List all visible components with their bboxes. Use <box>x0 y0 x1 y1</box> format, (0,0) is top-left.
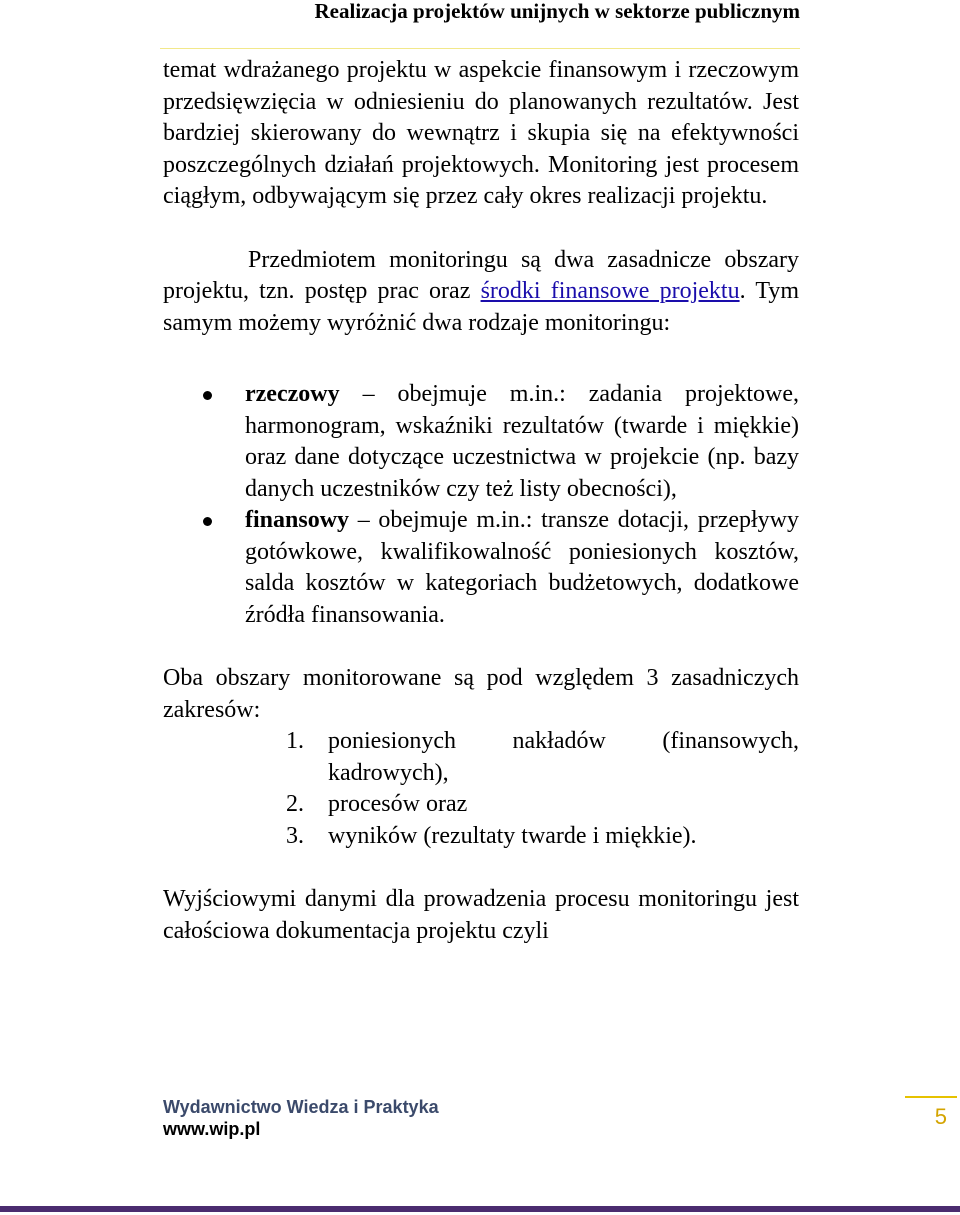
running-header: Realizacja projektów unijnych w sektorze publicznym <box>314 0 800 23</box>
spacer <box>163 631 799 663</box>
list-item <box>163 821 799 853</box>
footer-publisher <box>163 1096 439 1140</box>
paragraph-text: . Tym samym możemy wyróżnić dwa rodzaje monitoringu: <box>163 278 799 336</box>
paragraph-monitoring-definition: temat wdrażanego projektu w aspekcie finansowym i rzeczowym przedsięwzięcia w odniesieniu do planowanych rezultatów. Jest bardziej skierowany do wewnątrz i skupia się na efektywności poszczególnych działań projektowych. Monitoring jest procesem ciągłym, odbywającym się przez cały okres realizacji projektu. <box>163 57 799 209</box>
paragraph-text: Przedmiotem monitoringu są dwa zasadnicze obszary projektu, tzn. postęp prac oraz <box>163 246 799 304</box>
list-item-text: wyników (rezultaty twarde i miękkie). <box>328 822 697 849</box>
spacer <box>163 339 799 379</box>
bottom-bar <box>0 1206 960 1212</box>
list-item-number: 3. <box>286 822 304 849</box>
spacer <box>163 852 799 884</box>
list-item-term: finansowy <box>245 507 350 533</box>
page-number: 5 <box>905 1096 957 1130</box>
list-item-number: 1. <box>286 728 304 754</box>
list-item-number: 2. <box>286 791 304 817</box>
bullet-icon <box>203 391 212 400</box>
paragraph-input-data: Wyjściowymi danymi dla prowadzenia procesu monitoringu jest całościowa dokumentacja projektu czyli <box>163 886 799 944</box>
list-item <box>163 379 799 505</box>
list-item-term: rzeczowy <box>245 381 340 407</box>
list-item-text: – obejmuje m.in.: transze dotacji, przepływy gotówkowe, kwalifikowalność poniesionych kosztów, salda kosztów w kategoriach budżetowych, dodatkowe źródła finansowania. <box>245 507 799 628</box>
spacer <box>163 213 799 245</box>
publisher-name: Wydawnictwo Wiedza i Praktyka <box>163 1097 439 1117</box>
list-item-text: – obejmuje m.in.: zadania projektowe, harmonogram, wskaźniki rezultatów (twarde i miękkie) oraz dane dotyczące uczestnictwa w projekcie (np. bazy danych uczestników czy też listy obecności), <box>245 381 799 502</box>
list-item <box>163 505 799 631</box>
list-item <box>163 789 799 821</box>
list-item <box>163 726 799 789</box>
paragraph-scopes-intro: Oba obszary monitorowane są pod względem 3 zasadniczych zakresów: <box>163 665 799 723</box>
list-item-text: poniesionych nakładów (finansowych, kadrowych), <box>328 728 799 786</box>
financial-resources-link[interactable]: środki finansowe projektu <box>480 278 740 304</box>
document-body <box>163 55 799 947</box>
list-item-text: procesów oraz <box>328 791 468 817</box>
paragraph-monitoring-areas <box>163 245 799 340</box>
monitoring-types-list <box>163 379 799 631</box>
header-rule <box>160 48 800 49</box>
scopes-list <box>163 726 799 852</box>
publisher-url[interactable]: www.wip.pl <box>163 1119 261 1139</box>
bullet-icon <box>203 517 212 526</box>
